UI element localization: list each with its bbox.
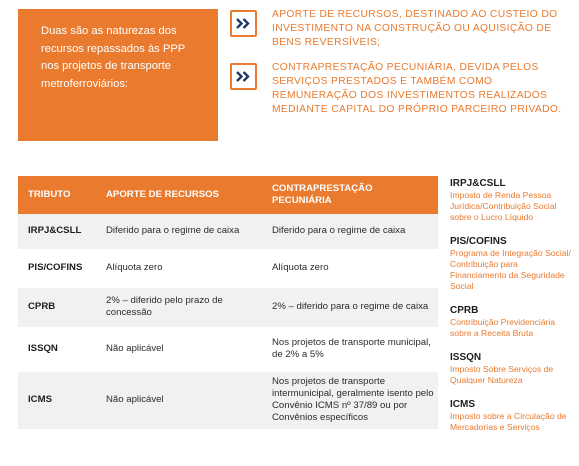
bullet-text: CONTRAPRESTAÇÃO PECUNIÁRIA, DEVIDA PELOS SERVIÇOS PRESTADOS E TAMBÉM COMO REMUNERAÇÃO DOS INVESTIMENTOS REALIZADOS MEDIANTE CAPITAL DO PRÓPRIO PARCEIRO PRIVADO.: [272, 61, 562, 116]
contraprestacao-cell: Alíquota zero: [262, 250, 438, 286]
bullet-list: [230, 8, 575, 127]
aporte-cell: 2% – diferido pelo prazo de concessão: [96, 286, 262, 328]
tributo-cell: PIS/COFINS: [18, 250, 96, 286]
glossary: [450, 178, 576, 446]
table-row: [18, 286, 438, 328]
glossary-definition: Imposto sobre a Circulação de Mercadorias e Serviços: [450, 411, 567, 432]
glossary-term: PIS/COFINS: [450, 236, 507, 247]
glossary-term: CPRB: [450, 305, 479, 316]
glossary-definition: Imposto de Renda Pessoa Jurídica/Contribuição Social sobre o Lucro Líquido: [450, 190, 557, 222]
tributo-cell: ICMS: [18, 370, 96, 430]
glossary-definition: Contribuição Previdenciária sobre a Receita Bruta: [450, 317, 556, 338]
bullet-text: APORTE DE RECURSOS, DESTINADO AO CUSTEIO DO INVESTIMENTO NA CONSTRUÇÃO OU AQUISIÇÃO DE BENS REVERSÍVEIS;: [272, 9, 558, 49]
contraprestacao-cell: 2% – diferido para o regime de caixa: [262, 286, 438, 328]
column-header-contraprestacao: CONTRAPRESTAÇÃO PECUNIÁRIA: [262, 176, 438, 214]
glossary-item: [450, 399, 576, 433]
intro-box: [18, 9, 218, 141]
table-row: [18, 328, 438, 370]
glossary-term: ISSQN: [450, 352, 482, 363]
aporte-cell: Não aplicável: [96, 370, 262, 430]
double-chevron-right-icon: [230, 63, 257, 90]
glossary-definition: Imposto Sobre Serviços de Qualquer Natureza: [450, 364, 554, 385]
glossary-item: [450, 352, 576, 386]
column-header-aporte: APORTE DE RECURSOS: [96, 176, 262, 214]
table-row: [18, 250, 438, 286]
aporte-cell: Alíquota zero: [96, 250, 262, 286]
glossary-item: [450, 305, 576, 339]
table-row: [18, 370, 438, 430]
table-header-row: [18, 176, 438, 214]
aporte-cell: Diferido para o regime de caixa: [96, 214, 262, 250]
tributo-cell: IRPJ&CSLL: [18, 214, 96, 250]
aporte-cell: Não aplicável: [96, 328, 262, 370]
glossary-definition: Programa de Integração Social/ Contribuição para Financiamento da Seguridade Social: [450, 248, 571, 291]
column-header-tributo: TRIBUTO: [18, 176, 96, 214]
tax-table: [18, 176, 438, 432]
tributo-cell: ISSQN: [18, 328, 96, 370]
glossary-item: [450, 178, 576, 223]
contraprestacao-cell: Nos projetos de transporte municipal, de 2% a 5%: [262, 328, 438, 370]
intro-text: Duas são as naturezas dos recursos repassados às PPP nos projetos de transporte metroferroviários:: [41, 25, 186, 90]
glossary-term: ICMS: [450, 399, 475, 410]
glossary-item: [450, 236, 576, 292]
contraprestacao-cell: Diferido para o regime de caixa: [262, 214, 438, 250]
tributo-cell: CPRB: [18, 286, 96, 328]
double-chevron-right-icon: [230, 10, 257, 37]
table-row: [18, 214, 438, 250]
bullet-item: [230, 8, 575, 51]
glossary-term: IRPJ&CSLL: [450, 178, 506, 189]
bullet-item: [230, 61, 575, 118]
contraprestacao-cell: Nos projetos de transporte intermunicipal, geralmente isento pelo Convênio ICMS nº 37/89 ou por Convênios específicos: [262, 370, 438, 430]
